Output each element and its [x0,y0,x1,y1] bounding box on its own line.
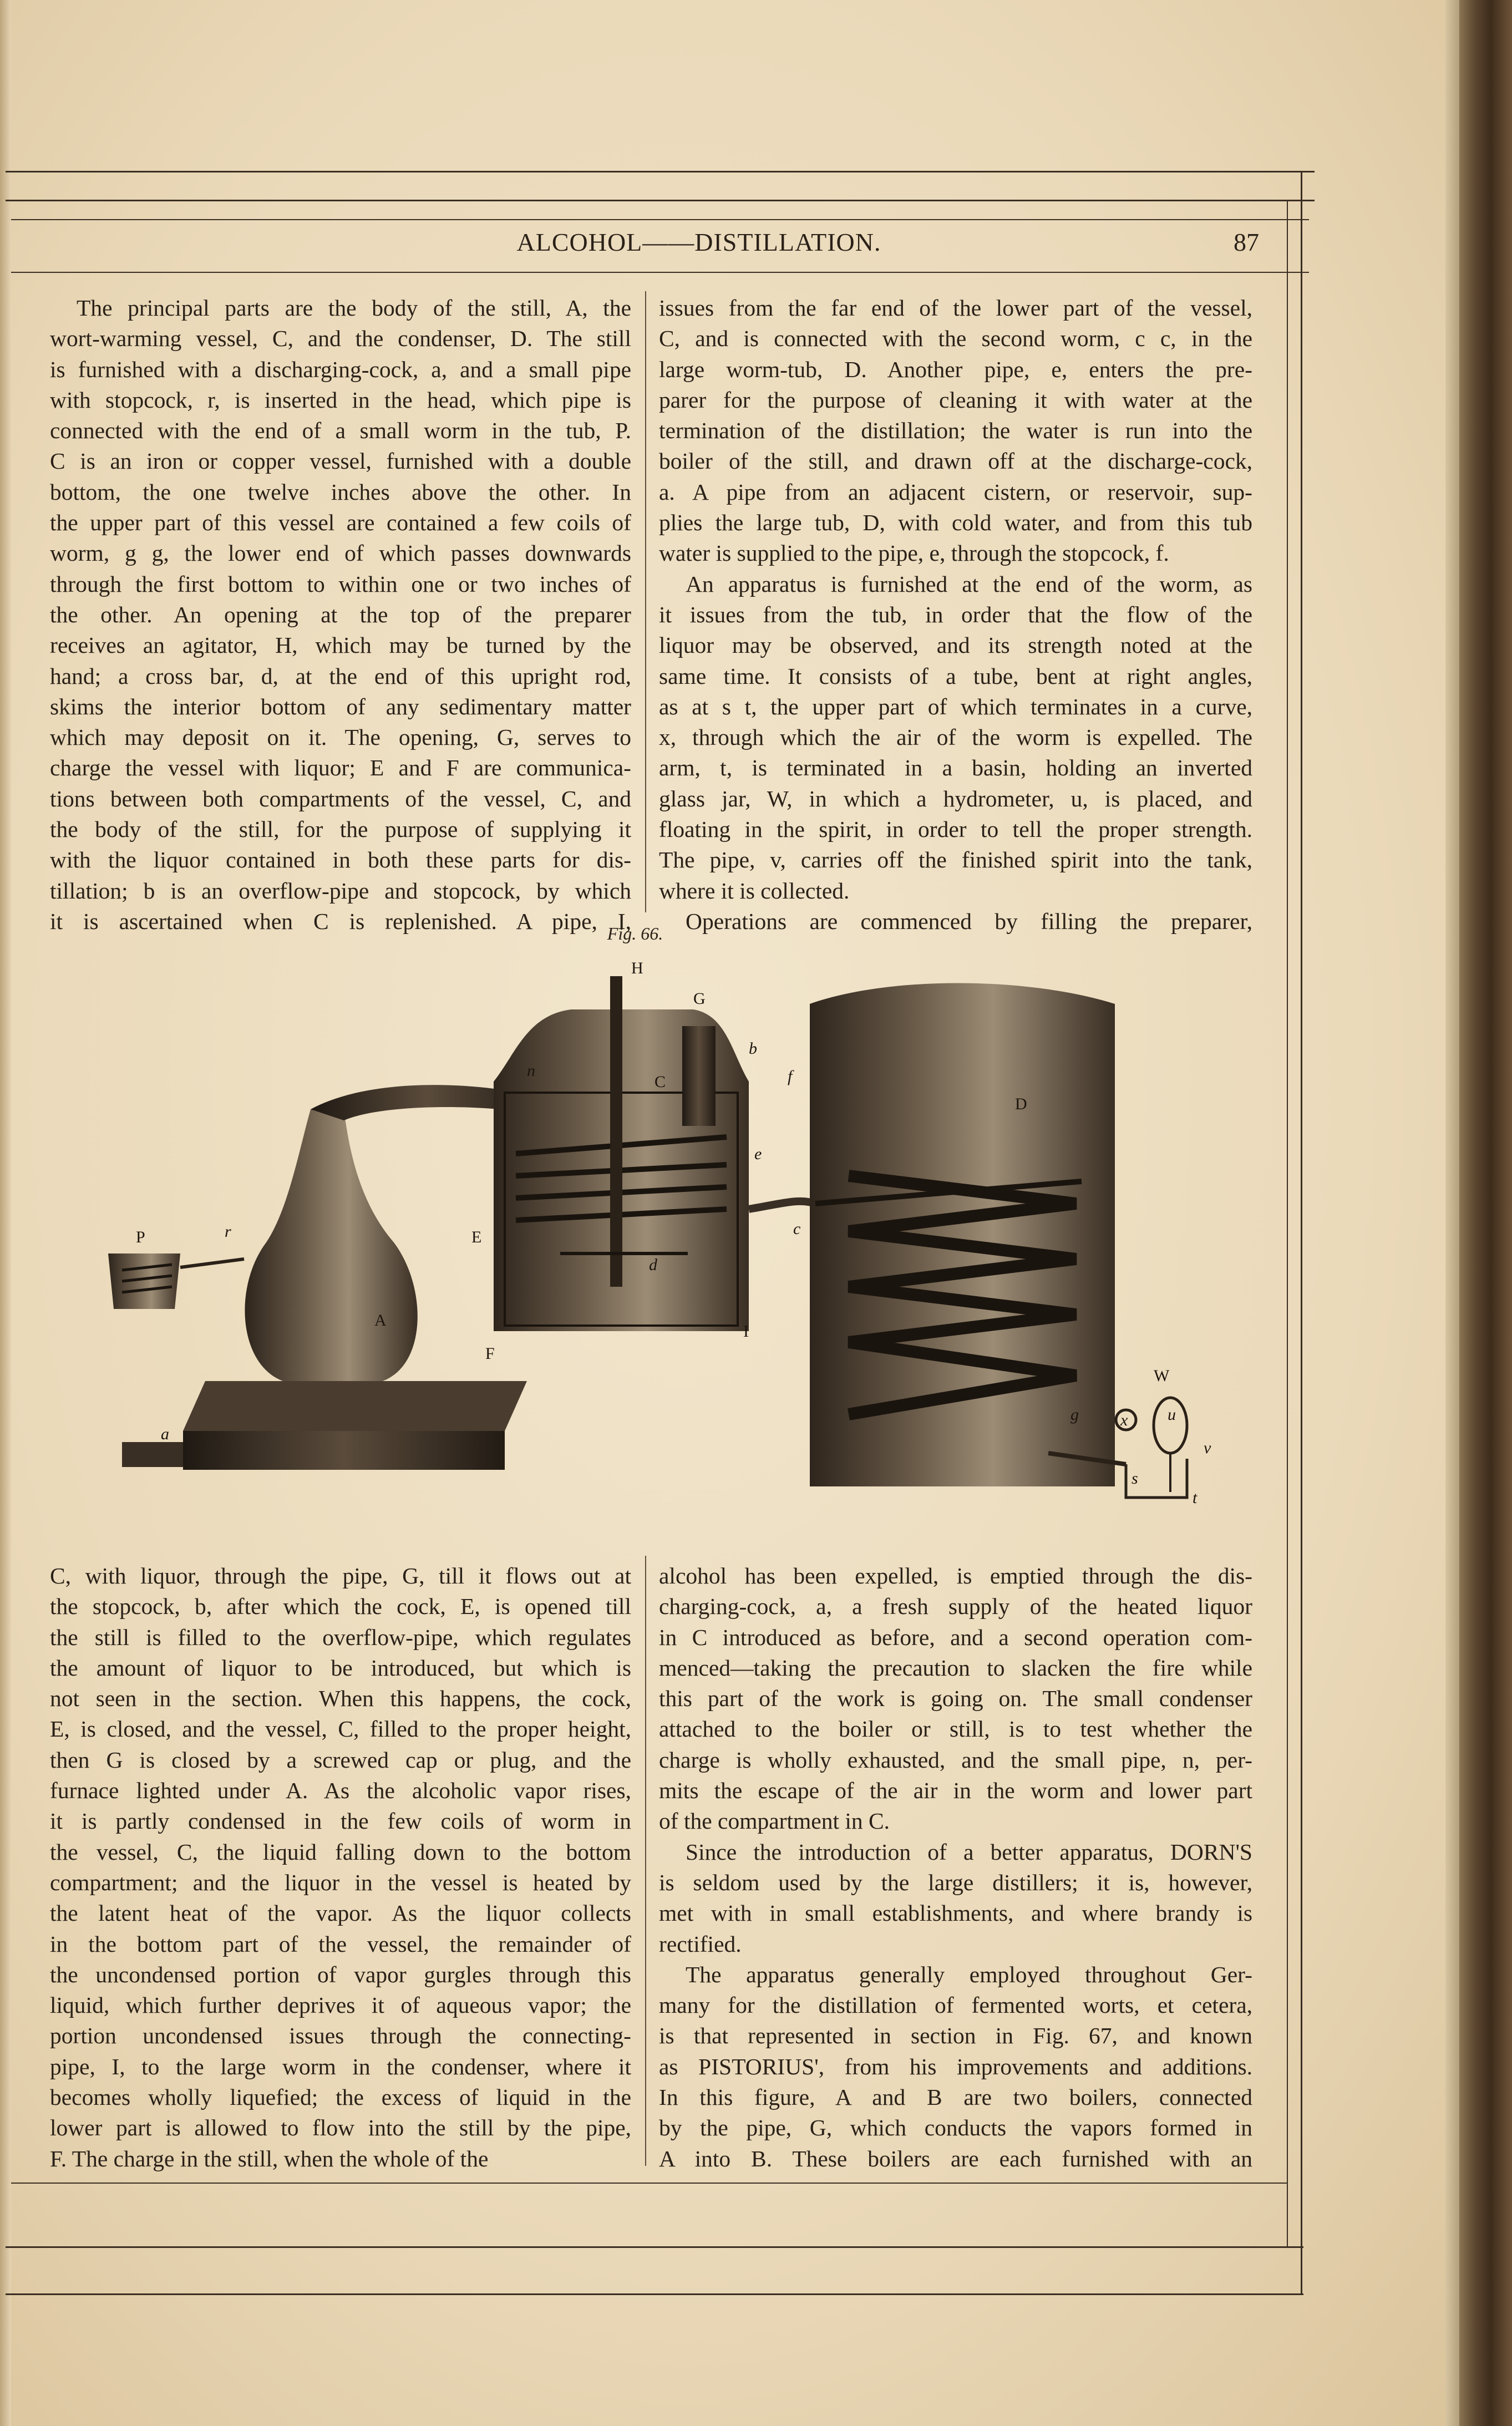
text-line: E, is closed, and the vessel, C, filled to the proper height, [50,1716,631,1742]
text-column-right-bottom [659,1561,1252,2174]
text-line: portion uncondensed issues through the connecting- [50,2023,631,2049]
text-line: connected with the end of a small worm in the tub, P. [50,418,631,444]
text-line: An apparatus is furnished at the end of the worm, as [686,571,1252,597]
text-line: Operations are commenced by filling the preparer, [686,908,1252,934]
text-line: charging-cock, a, a fresh supply of the heated liquor [659,1593,1252,1620]
label-r: r [225,1222,231,1241]
text-line: worm, g g, the lower end of which passes downwards [50,540,631,566]
bottom-rule-inner [11,2183,1287,2184]
text-line: becomes wholly liquefied; the excess of liquid in the [50,2084,631,2110]
text-line: floating in the spirit, in order to tell the proper strength. [659,816,1252,842]
text-line: of the compartment in C. [659,1808,890,1834]
text-line: In this figure, A and B are two boilers, connected [659,2084,1252,2110]
bottom-rule-outer [6,2293,1303,2295]
right-rule-outer [1301,171,1302,2295]
label-g: g [1070,1405,1079,1424]
text-line: boiler of the still, and drawn off at the discharge-cock, [659,448,1252,474]
text-line: plies the large tub, D, with cold water, and from this tub [659,510,1252,536]
column-divider-top [645,291,646,912]
text-line: the uncondensed portion of vapor gurgles through this [50,1961,631,1987]
text-line: A into B. These boilers are each furnished with an [659,2145,1252,2171]
label-v: v [1204,1439,1211,1457]
label-n: n [527,1062,535,1080]
right-rule-inner [1287,200,1288,2246]
figure-caption: Fig. 66. [607,923,663,943]
text-line: as PISTORIUS', from his improvements and additions. [659,2053,1252,2079]
text-line: where it is collected. [659,877,850,904]
label-E: E [471,1228,482,1246]
label-I: I [743,1322,749,1341]
text-line: rectified. [659,1931,742,1957]
text-line: the vessel, C, the liquid falling down to the bottom [50,1839,631,1865]
text-line: C, with liquor, through the pipe, G, till it flows out at [50,1563,631,1588]
text-line: this part of the work is going on. The small condenser [659,1686,1252,1712]
text-line: x, through which the air of the worm is expelled. The [659,724,1252,750]
label-C: C [654,1073,666,1091]
text-line: C is an iron or copper vessel, furnished with a double [50,448,631,474]
text-line: liquid, which further deprives it of aqueous vapor; the [50,1992,631,2018]
text-line: is furnished with a discharging-cock, a, and a small pipe [50,356,631,382]
text-line: the amount of liquor to be introduced, but which is [50,1654,631,1681]
text-line: glass jar, W, in which a hydrometer, u, is placed, and [659,785,1252,811]
column-divider-bottom [645,1556,646,2166]
text-line: tillation; b is an overflow-pipe and stopcock, by which [50,877,631,904]
label-e: e [754,1145,762,1163]
top-rule-outer [6,171,1315,172]
text-line: which may deposit on it. The opening, G, serves to [50,724,631,750]
label-u: u [1168,1405,1176,1424]
text-line: it is ascertained when C is replenished. A pipe, I, [50,908,631,934]
text-line: met with in small establishments, and where brandy is [659,1900,1252,1926]
text-line: it is partly condensed in the few coils of worm in [50,1808,631,1834]
label-a: a [161,1425,169,1443]
text-line: compartment; and the liquor in the vessel is heated by [50,1869,631,1895]
text-line: by the pipe, G, which conducts the vapors formed in [659,2115,1252,2141]
text-line: large worm-tub, D. Another pipe, e, enters the pre- [659,356,1252,382]
text-line: a. A pipe from an adjacent cistern, or reservoir, sup- [659,479,1252,505]
text-line: water is supplied to the pipe, e, through the stopcock, f. [659,540,1169,566]
text-line: the stopcock, b, after which the cock, E, is opened till [50,1593,631,1620]
text-line: the other. An opening at the top of the preparer [50,601,631,627]
text-line: with the liquor contained in both these parts for dis- [50,847,631,873]
label-F: F [485,1344,495,1363]
text-line: same time. It consists of a tube, bent at right angles, [659,663,1252,689]
text-line: parer for the purpose of cleaning it with water at the [659,387,1252,413]
text-line: mits the escape of the air in the worm and lower part [659,1778,1252,1804]
top-rule-header [11,219,1309,220]
text-line: attached to the boiler or still, is to test whether the [659,1716,1252,1742]
text-line: The principal parts are the body of the still, A, the [77,295,631,321]
label-c: c [793,1220,801,1238]
text-line: is seldom used by the large distillers; it is, however, [659,1869,1252,1895]
label-f: f [788,1067,793,1085]
text-line: termination of the distillation; the water is run into the [659,418,1252,444]
text-column-left-bottom [50,1561,631,2174]
text-line: charge is wholly exhausted, and the small pipe, n, per- [659,1747,1252,1773]
book-spine [1459,0,1512,2426]
text-line: it issues from the tub, in order that the flow of the [659,601,1252,627]
text-line: charge the vessel with liquor; E and F are communica- [50,755,631,781]
label-G: G [693,989,706,1008]
text-line: wort-warming vessel, C, and the condenser, D. The still [50,326,631,352]
text-line: as at s t, the upper part of which terminates in a curve, [659,693,1252,719]
text-line: Since the introduction of a better apparatus, DORN'S [686,1839,1252,1865]
furnace-base [122,1381,527,1470]
distillation-apparatus-figure [83,943,1276,1525]
label-s: s [1132,1469,1138,1488]
text-line: hand; a cross bar, d, at the end of this upright rod, [50,663,631,689]
label-b: b [749,1039,757,1058]
preparer-vessel [494,976,749,1331]
label-x: x [1120,1411,1128,1429]
text-line: F. The charge in the still, when the whole of the [50,2145,489,2171]
text-line: in C introduced as before, and a second operation com- [659,1624,1252,1650]
label-H: H [631,959,643,977]
text-line: is that represented in section in Fig. 67, and known [659,2023,1252,2049]
text-line: the latent heat of the vapor. As the liquor collects [50,1900,631,1926]
page-number: 87 [1234,228,1259,256]
text-line: furnace lighted under A. As the alcoholic vapor rises, [50,1778,631,1804]
text-line: bottom, the one twelve inches above the other. In [50,479,631,505]
text-line: through the first bottom to within one or two inches of [50,571,631,597]
small-worm-tub [108,1253,244,1309]
text-column-left-top [50,293,631,937]
page-header [0,222,1442,266]
label-D: D [1015,1095,1027,1113]
running-title: ALCOHOL——DISTILLATION. [516,228,881,256]
text-line: skims the interior bottom of any sedimentary matter [50,693,631,719]
page-left-edge [0,0,11,2426]
text-line: The pipe, v, carries off the finished spirit into the tank, [659,847,1252,873]
text-line: with stopcock, r, is inserted in the head, which pipe is [50,387,631,413]
text-column-right-top [659,293,1252,937]
text-line: pipe, I, to the large worm in the condenser, where it [50,2053,631,2079]
text-line: then G is closed by a screwed cap or plug, and the [50,1747,631,1773]
text-line: the body of the still, for the purpose of supplying it [50,816,631,842]
text-line: C, and is connected with the second worm, c c, in the [659,326,1252,352]
text-line: tions between both compartments of the vessel, C, and [50,785,631,811]
label-P: P [136,1228,145,1246]
text-line: The apparatus generally employed throughout Ger- [686,1961,1252,1987]
connecting-pipe [749,1201,815,1326]
text-line: liquor may be observed, and its strength noted at the [659,632,1252,658]
text-line: alcohol has been expelled, is emptied through the dis- [659,1563,1252,1588]
text-line: not seen in the section. When this happens, the cock, [50,1686,631,1712]
top-rule-inner [6,200,1315,201]
label-A: A [374,1311,387,1329]
label-d: d [649,1256,657,1274]
text-line: the upper part of this vessel are contained a few coils of [50,510,631,536]
text-line: lower part is allowed to flow into the still by the pipe, [50,2115,631,2141]
text-line: arm, t, is terminated in a basin, holding an inverted [659,755,1252,781]
text-line: in the bottom part of the vessel, the remainder of [50,1931,631,1957]
text-line: the still is filled to the overflow-pipe, which regulates [50,1624,631,1650]
bottom-rule-mid [6,2246,1303,2248]
label-W: W [1154,1367,1170,1385]
text-line: receives an agitator, H, which may be turned by the [50,632,631,658]
text-line: many for the distillation of fermented worts, et cetera, [659,1992,1252,2018]
text-line: menced—taking the precaution to slacken the fire while [659,1654,1252,1681]
text-line: issues from the far end of the lower part of the vessel, [659,295,1252,321]
label-t: t [1193,1489,1198,1507]
header-underline [11,272,1309,273]
